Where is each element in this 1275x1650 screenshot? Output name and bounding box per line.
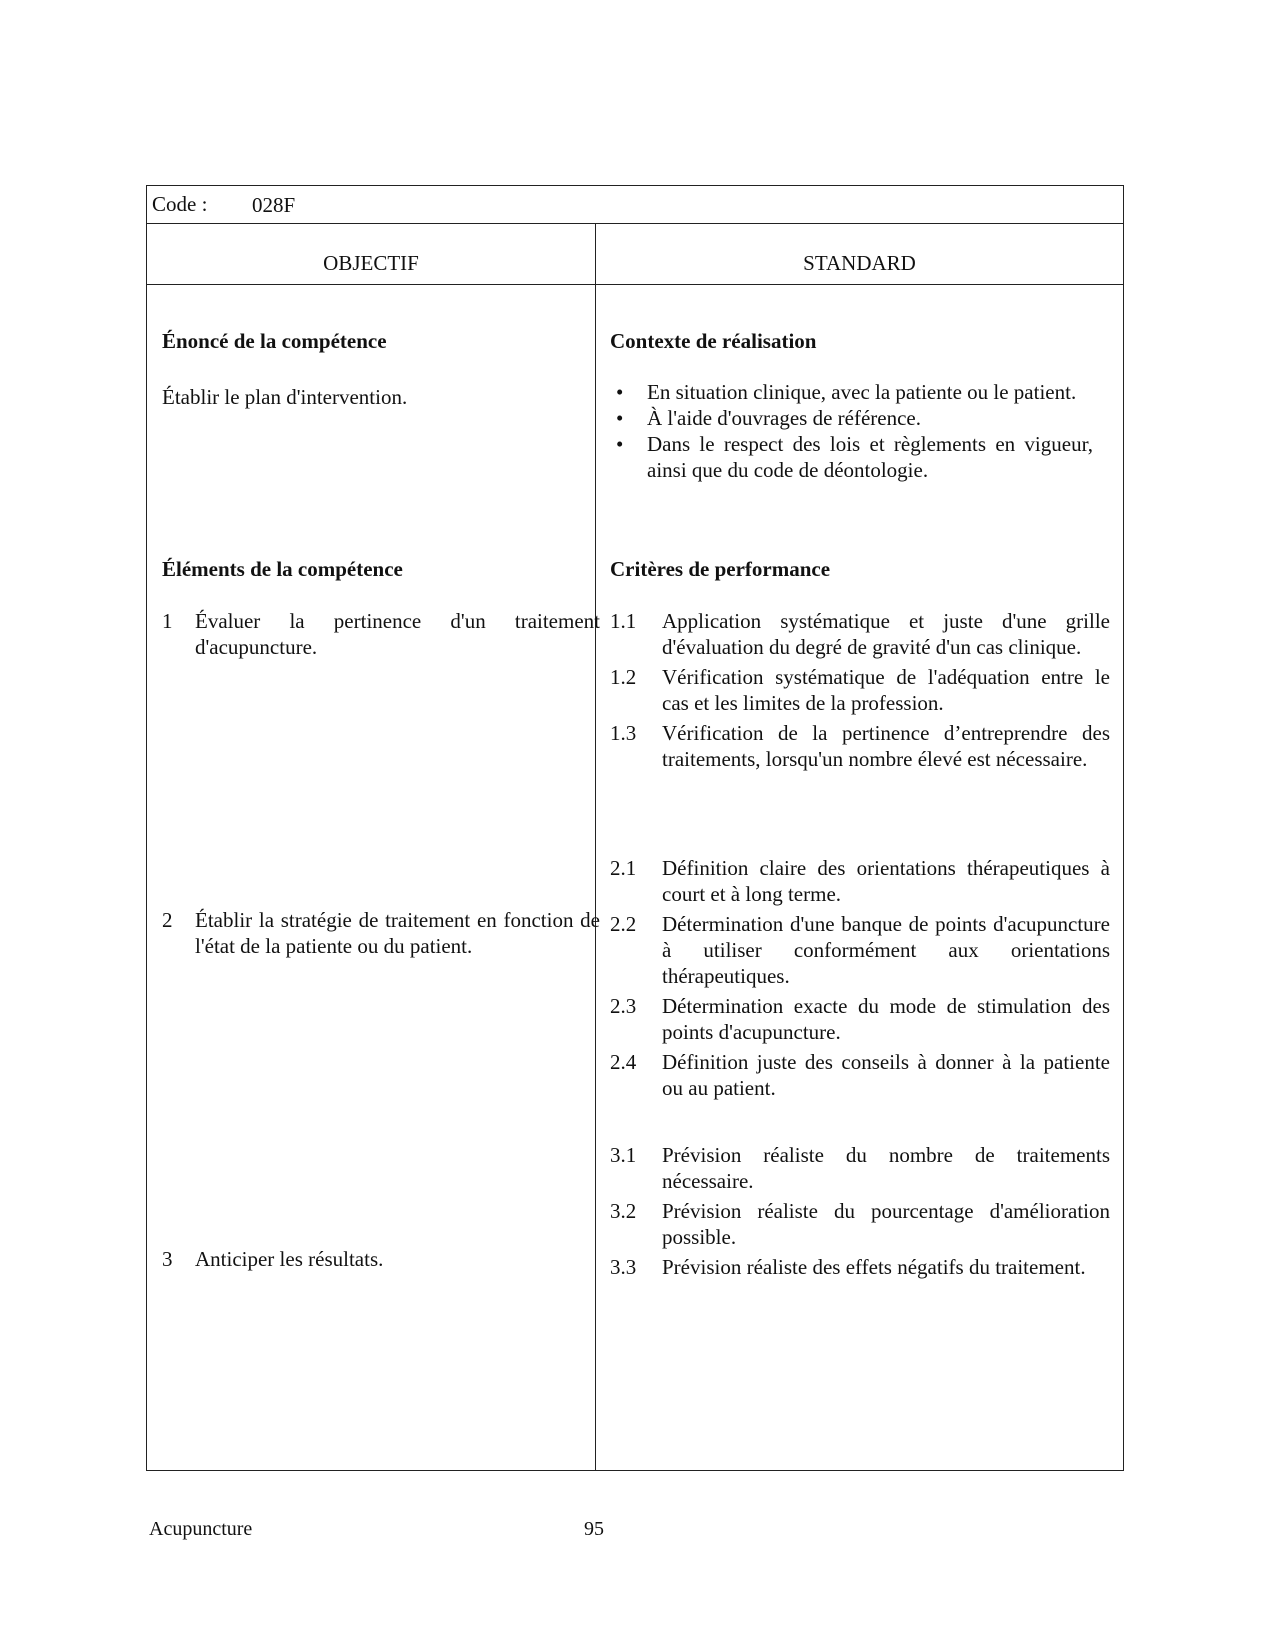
critere-2-1-text: Définition claire des orientations thérapeutiques à court et à long terme.: [662, 856, 1110, 906]
critere-2-4: [610, 1049, 1110, 1101]
criteres-group-1: [610, 608, 1110, 776]
contexte-item-3-text: Dans le respect des lois et règlements en vigueur, ainsi que du code de déontologie.: [647, 432, 1093, 482]
critere-2-2-num: 2.2: [610, 912, 637, 936]
critere-3-2-num: 3.2: [610, 1199, 637, 1223]
criteres-group-3: [610, 1142, 1110, 1284]
critere-3-1-text: Prévision réaliste du nombre de traitements nécessaire.: [662, 1143, 1110, 1193]
bullet-icon: •: [616, 432, 624, 456]
critere-1-2-text: Vérification systématique de l'adéquation entre le cas et les limites de la profession.: [662, 665, 1110, 715]
critere-2-2: [610, 911, 1110, 989]
bullet-icon: •: [616, 380, 624, 404]
column-divider: [595, 224, 596, 1471]
critere-2-3-text: Détermination exacte du mode de stimulation des points d'acupuncture.: [662, 994, 1110, 1044]
critere-1-1-text: Application systématique et juste d'une grille d'évaluation du degré de gravité d'un cas clinique.: [662, 609, 1110, 659]
critere-3-3-text: Prévision réaliste des effets négatifs du traitement.: [662, 1255, 1086, 1279]
contexte-item-1: [610, 379, 1093, 405]
code-value: 028F: [252, 193, 296, 217]
element-1: [162, 608, 600, 660]
critere-1-1-num: 1.1: [610, 609, 637, 633]
code-label: Code :: [152, 192, 208, 216]
standard-header: STANDARD: [803, 251, 916, 275]
enonce-title: Énoncé de la compétence: [162, 329, 387, 353]
contexte-title: Contexte de réalisation: [610, 329, 817, 353]
critere-3-2-text: Prévision réaliste du pourcentage d'amélioration possible.: [662, 1199, 1110, 1249]
critere-1-1: [610, 608, 1110, 660]
bullet-icon: •: [616, 406, 624, 430]
critere-3-3-num: 3.3: [610, 1255, 637, 1279]
page-number: 95: [584, 1518, 604, 1540]
contexte-item-1-text: En situation clinique, avec la patiente ou le patient.: [647, 380, 1077, 404]
header-row: [147, 224, 1123, 285]
element-3: [162, 1246, 600, 1272]
competency-table: [146, 185, 1124, 1471]
critere-3-3: [610, 1254, 1110, 1280]
critere-3-2: [610, 1198, 1110, 1250]
critere-1-3-text: Vérification de la pertinence d’entreprendre des traitements, lorsqu'un nombre élevé est nécessaire.: [662, 721, 1110, 771]
critere-2-1: [610, 855, 1110, 907]
critere-2-2-text: Détermination d'une banque de points d'acupuncture à utiliser conformément aux orientations thérapeutiques.: [662, 912, 1110, 988]
elements-title: Éléments de la compétence: [162, 557, 403, 581]
enonce-text: Établir le plan d'intervention.: [162, 385, 408, 409]
element-3-num: 3: [162, 1247, 173, 1271]
element-1-num: 1: [162, 609, 173, 633]
critere-1-2-num: 1.2: [610, 665, 637, 689]
critere-3-1-num: 3.1: [610, 1143, 637, 1167]
critere-1-2: [610, 664, 1110, 716]
critere-2-4-num: 2.4: [610, 1050, 637, 1074]
element-2: [162, 907, 600, 959]
critere-1-3-num: 1.3: [610, 721, 637, 745]
critere-2-3-num: 2.3: [610, 994, 637, 1018]
contexte-list: [610, 379, 1093, 483]
objectif-header: OBJECTIF: [323, 251, 419, 275]
critere-1-3: [610, 720, 1110, 772]
contexte-item-2: [610, 405, 1093, 431]
criteres-title: Critères de performance: [610, 557, 831, 581]
critere-2-1-num: 2.1: [610, 856, 637, 880]
critere-3-1: [610, 1142, 1110, 1194]
critere-2-4-text: Définition juste des conseils à donner à la patiente ou au patient.: [662, 1050, 1110, 1100]
contexte-item-2-text: À l'aide d'ouvrages de référence.: [647, 406, 922, 430]
critere-2-3: [610, 993, 1110, 1045]
contexte-item-3: [610, 431, 1093, 483]
criteres-group-2: [610, 855, 1110, 1105]
element-1-text: Évaluer la pertinence d'un traitement d'acupuncture.: [195, 609, 600, 659]
element-2-num: 2: [162, 908, 173, 932]
code-row: [147, 186, 1123, 224]
element-3-text: Anticiper les résultats.: [195, 1247, 384, 1271]
footer-program: Acupuncture: [149, 1518, 253, 1540]
element-2-text: Établir la stratégie de traitement en fonction de l'état de la patiente ou du patient.: [195, 908, 600, 958]
